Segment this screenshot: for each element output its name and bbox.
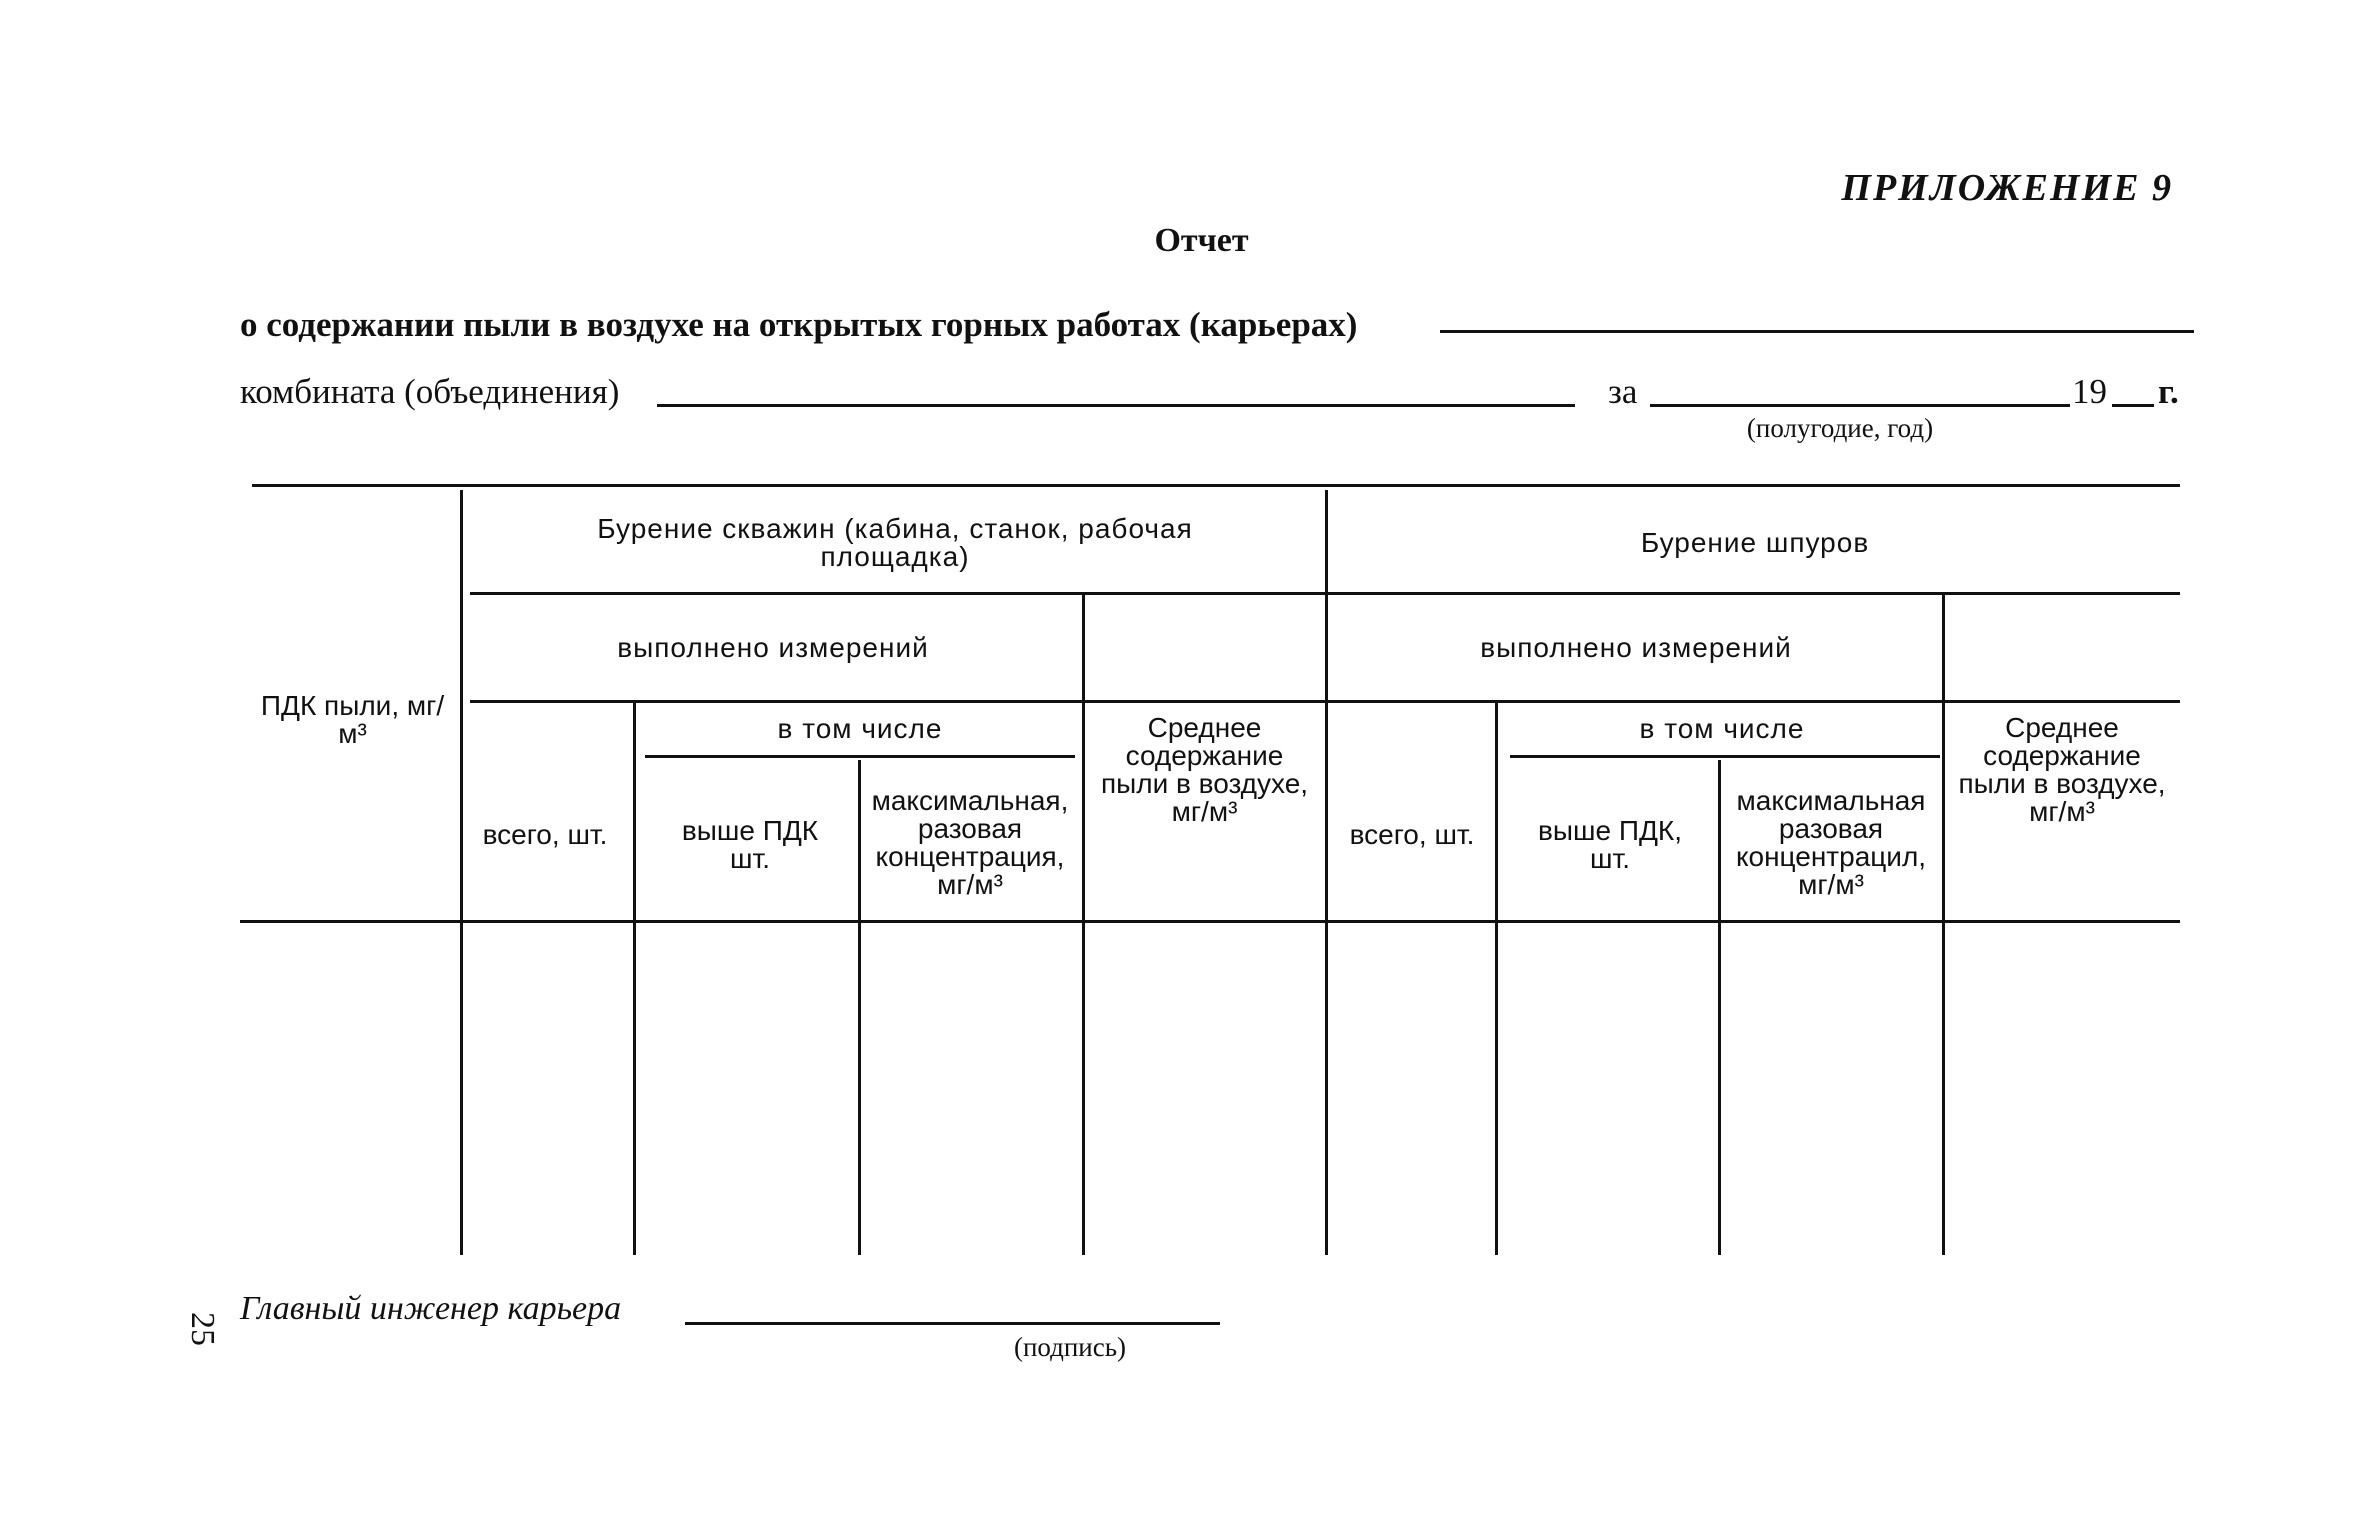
signature-line xyxy=(685,1322,1220,1325)
above-pdk-left-header: выше ПДК шт. xyxy=(681,815,819,874)
table-vline xyxy=(1942,595,1945,1255)
table-vline xyxy=(1495,700,1498,1255)
year-blank-line xyxy=(2112,404,2154,407)
period-note: (полугодие, год) xyxy=(1746,413,1934,443)
subject-blank-line xyxy=(1440,330,2194,333)
total-right-header: всего, шт. xyxy=(1349,819,1475,850)
signature-label: Главный инженер карьера xyxy=(240,1290,622,1327)
table-top-line xyxy=(252,484,2180,487)
dust-report-table xyxy=(240,480,2180,1258)
measurements-right-header: выполнено измерений xyxy=(1480,631,1792,663)
section-right-header: Бурение шпуров xyxy=(1640,527,1870,558)
including-left-divider-line xyxy=(645,755,1075,758)
avg-right-header: Среднее содержание пыли в воздухе, мг/м³ xyxy=(1958,712,2166,827)
report-subject: о содержании пыли в воздухе на открытых горных работах (карьерах) xyxy=(240,305,1358,344)
measurements-left-header: выполнено измерений xyxy=(617,631,929,663)
including-right-header: в том числе xyxy=(1639,713,1805,744)
table-vline xyxy=(858,760,861,1255)
table-vline xyxy=(1325,490,1328,1255)
avg-left-header: Среднее содержание пыли в воздухе, мг/м³ xyxy=(1100,712,1309,827)
including-left-header: в том числе xyxy=(777,713,943,744)
table-vline xyxy=(460,490,463,1255)
combine-blank-line xyxy=(657,404,1575,407)
max-conc-right-header: максимальная разовая концентрацил, мг/м³ xyxy=(1735,784,1927,900)
max-conc-left-header: максимальная, разовая концентрация, мг/м³ xyxy=(871,784,1069,900)
table-vline xyxy=(633,700,636,1255)
above-pdk-right-header: выше ПДК, шт. xyxy=(1538,815,1682,874)
appendix-label: ПРИЛОЖЕНИЕ 9 xyxy=(1841,167,2173,209)
including-right-divider-line xyxy=(1510,755,1940,758)
table-header-bottom-line xyxy=(240,920,2180,923)
section-left-header: Бурение скважин (кабина, станок, рабочая площадка) xyxy=(597,513,1193,572)
combine-label: комбината (объединения) xyxy=(240,372,620,411)
year-prefix: 19 xyxy=(2072,372,2107,411)
year-suffix: г. xyxy=(2158,372,2179,411)
table-vline xyxy=(1082,595,1085,1255)
page-number: 25 xyxy=(184,1312,221,1346)
signature-note: (подпись) xyxy=(1013,1332,1127,1362)
period-blank-line xyxy=(1650,404,2070,407)
table-vline xyxy=(1718,760,1721,1255)
document-title: Отчет xyxy=(1154,222,1249,259)
pdk-header: ПДК пыли, мг/м³ xyxy=(260,690,445,749)
period-prefix: за xyxy=(1608,372,1638,411)
total-left-header: всего, шт. xyxy=(482,819,608,850)
